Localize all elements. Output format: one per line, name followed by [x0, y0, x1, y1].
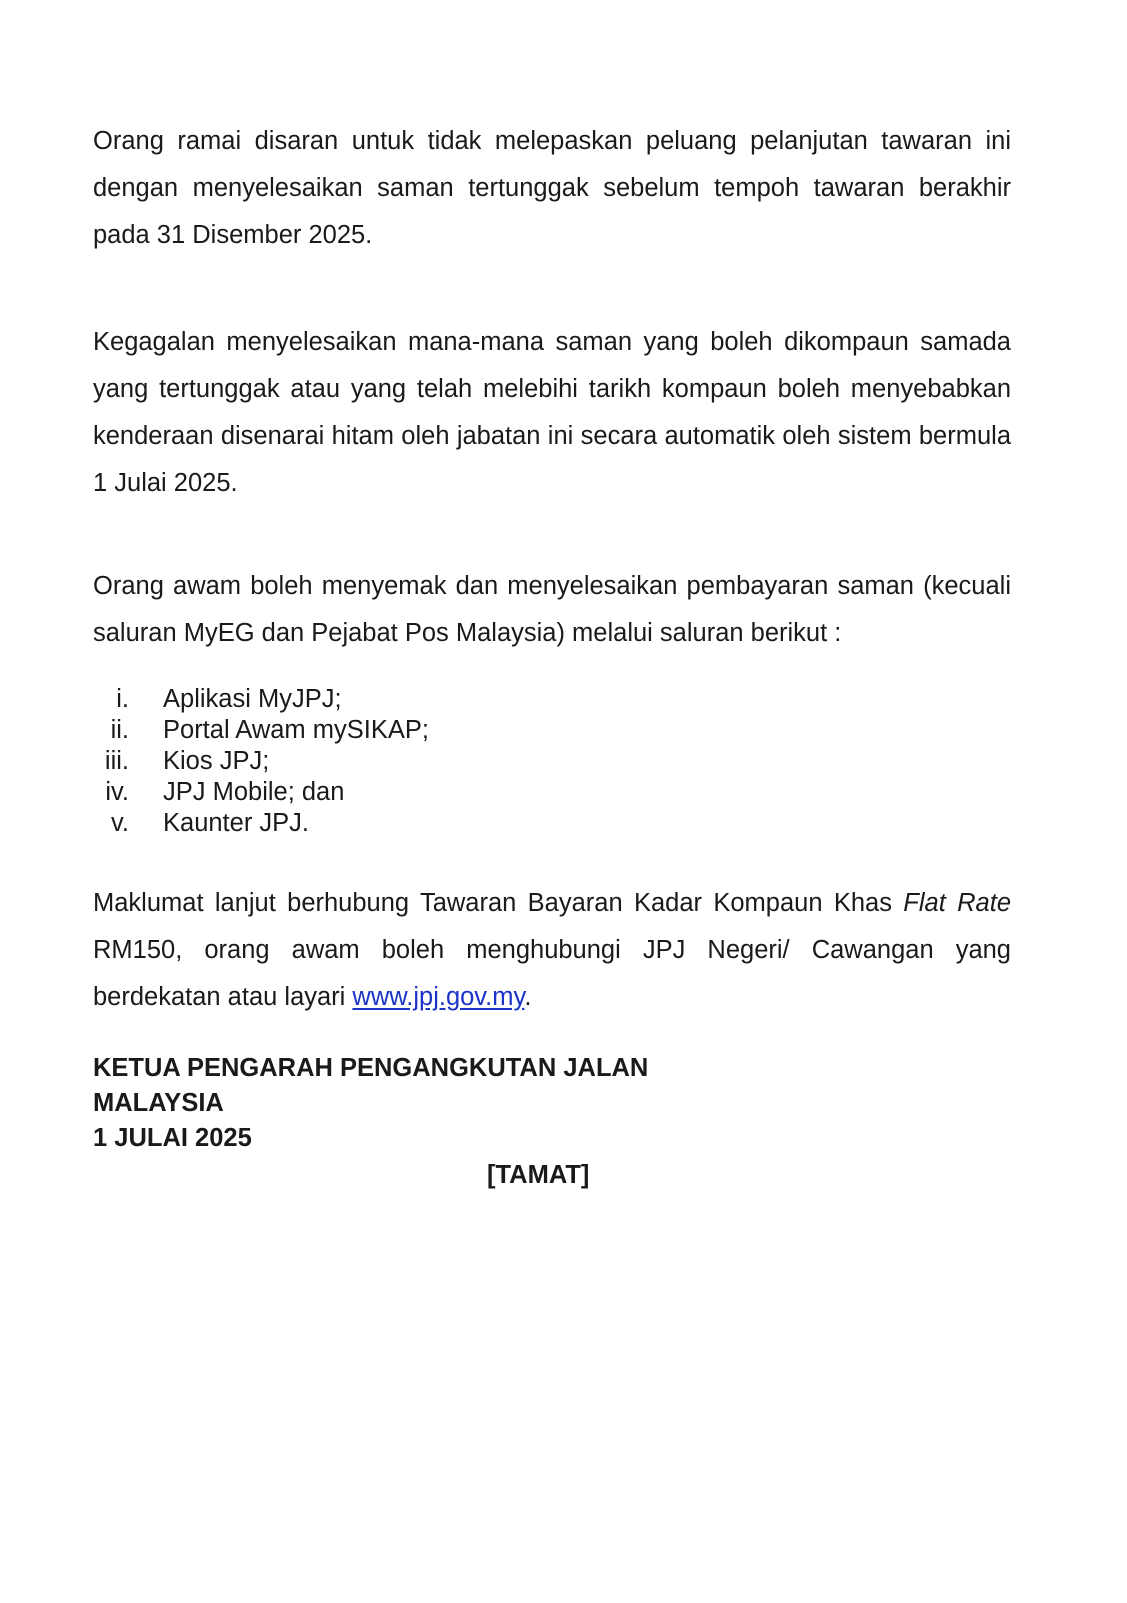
end-marker: [TAMAT]	[487, 1161, 590, 1189]
further-info-text-start: Maklumat lanjut berhubung Tawaran Bayaran Kadar Kompaun Khas	[93, 889, 904, 917]
list-item-number: ii.	[110, 716, 129, 744]
further-info-text-end: .	[524, 983, 532, 1011]
signature-country: MALAYSIA	[93, 1089, 224, 1117]
signature-title: KETUA PENGARAH PENGANGKUTAN JALAN	[93, 1054, 649, 1082]
paragraph-blacklist-warning: Kegagalan menyelesaikan mana-mana saman yang boleh dikompaun samada yang tertunggak atau yang telah melebihi tarikh kompaun boleh menyebabkan kenderaan disenarai hitam oleh jabatan ini secara automatik oleh sistem bermula 1 Julai 2025.	[93, 328, 1011, 497]
list-item-text: JPJ Mobile; dan	[163, 778, 345, 806]
list-item	[93, 715, 1011, 746]
paragraph-payment-channels: Orang awam boleh menyemak dan menyelesaikan pembayaran saman (kecuali saluran MyEG dan Pejabat Pos Malaysia) melalui saluran berikut :	[93, 572, 1011, 647]
paragraph-deadline: Orang ramai disaran untuk tidak melepaskan peluang pelanjutan tawaran ini dengan menyelesaikan saman tertunggak sebelum tempoh tawaran berakhir pada 31 Disember 2025.	[93, 127, 1011, 249]
signature-date: 1 JULAI 2025	[93, 1124, 252, 1152]
list-item-text: Kios JPJ;	[163, 747, 270, 775]
list-item	[93, 684, 1011, 715]
paragraph-further-info	[93, 880, 1011, 1021]
list-item	[93, 746, 1011, 777]
channel-list	[93, 684, 1011, 839]
list-item-text: Aplikasi MyJPJ;	[163, 685, 342, 713]
list-item-number: iv.	[105, 778, 129, 806]
signature-block	[93, 1051, 648, 1156]
flat-rate-term: Flat Rate	[903, 889, 1011, 917]
list-item-number: iii.	[104, 747, 129, 775]
list-item-text: Portal Awam mySIKAP;	[163, 716, 429, 744]
jpj-website-link[interactable]: www.jpj.gov.my	[352, 983, 525, 1011]
list-item	[93, 808, 1011, 839]
list-item	[93, 777, 1011, 808]
further-info-text-middle: RM150, orang awam boleh menghubungi JPJ Negeri/ Cawangan yang berdekatan atau layari	[93, 936, 1011, 1011]
list-item-number: v.	[111, 809, 129, 837]
list-item-number: i.	[116, 685, 129, 713]
list-item-text: Kaunter JPJ.	[163, 809, 309, 837]
